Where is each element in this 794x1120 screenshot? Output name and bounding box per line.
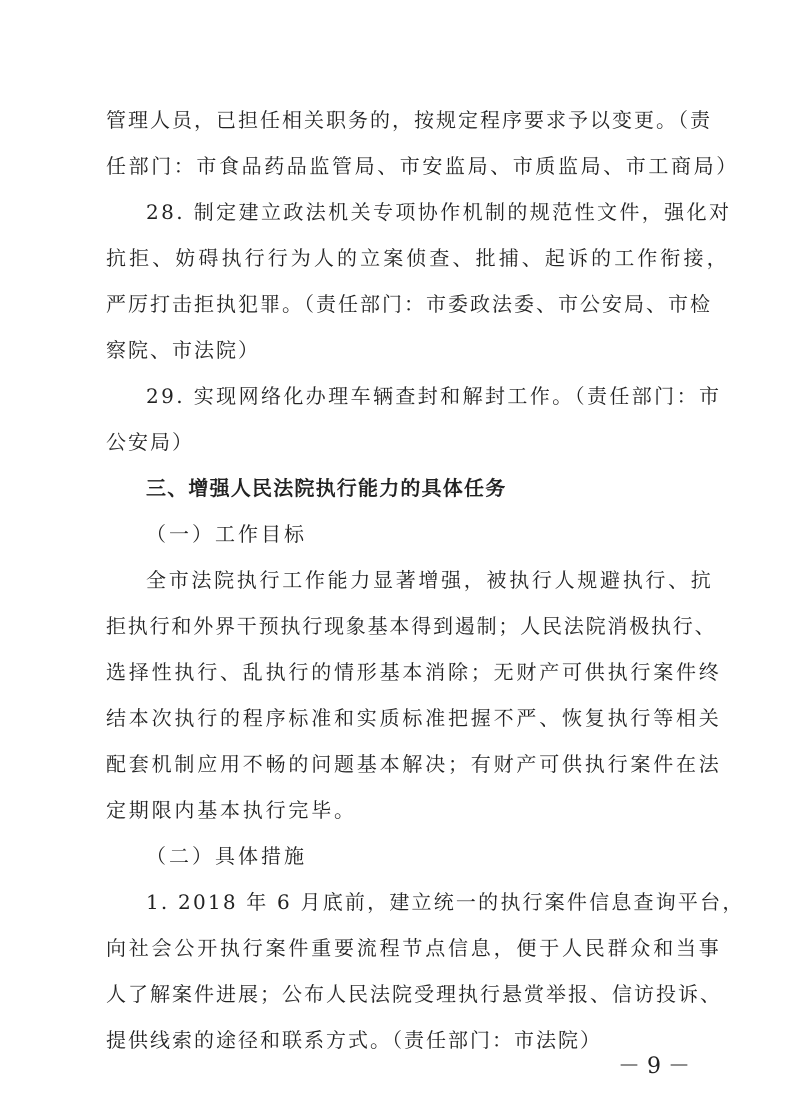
text-line: 选择性执行、乱执行的情形基本消除；无财产可供执行案件终 (106, 660, 722, 684)
text-line: 管理人员，已担任相关职务的，按规定程序要求予以变更。（责 (106, 108, 712, 132)
text-line: 定期限内基本执行完毕。 (106, 798, 357, 822)
text-line: 全市法院执行工作能力显著增强，被执行人规避执行、抗 (146, 568, 714, 592)
text-line: 抗拒、妨碍执行行为人的立案侦查、批捕、起诉的工作衔接， (106, 246, 730, 270)
text-line: 公安局） (106, 430, 194, 454)
text-line: 结本次执行的程序标准和实质标准把握不严、恢复执行等相关 (106, 706, 722, 730)
text-line: 28. 制定建立政法机关专项协作机制的规范性文件，强化对 (146, 200, 732, 224)
text-line: 配套机制应用不畅的问题基本解决；有财产可供执行案件在法 (106, 752, 722, 776)
text-line: 拒执行和外界干预执行现象基本得到遏制；人民法院消极执行、 (106, 614, 717, 638)
text-line: 察院、市法院） (106, 338, 260, 362)
text-line: 严厉打击拒执犯罪。（责任部门：市委政法委、市公安局、市检 (106, 292, 712, 316)
text-line: 人了解案件进展；公布人民法院受理执行悬赏举报、信访投诉、 (106, 982, 722, 1006)
text-line: 任部门：市食品药品监管局、市安监局、市质监局、市工商局） (106, 154, 739, 178)
section-heading: 三、增强人民法院执行能力的具体任务 (146, 476, 507, 500)
text-line: 29. 实现网络化办理车辆查封和解封工作。（责任部门：市 (146, 384, 722, 408)
text-line: 向社会公开执行案件重要流程节点信息，便于人民群众和当事 (106, 936, 722, 960)
text-line: 提供线索的途径和联系方式。（责任部门：市法院） (106, 1028, 602, 1052)
subsection-heading: （二）具体措施 (146, 844, 307, 868)
text-line: 1. 2018 年 6 月底前，建立统一的执行案件信息查询平台， (146, 890, 745, 914)
subsection-heading: （一）工作目标 (146, 522, 307, 546)
page-number: － 9 － (618, 1054, 690, 1079)
